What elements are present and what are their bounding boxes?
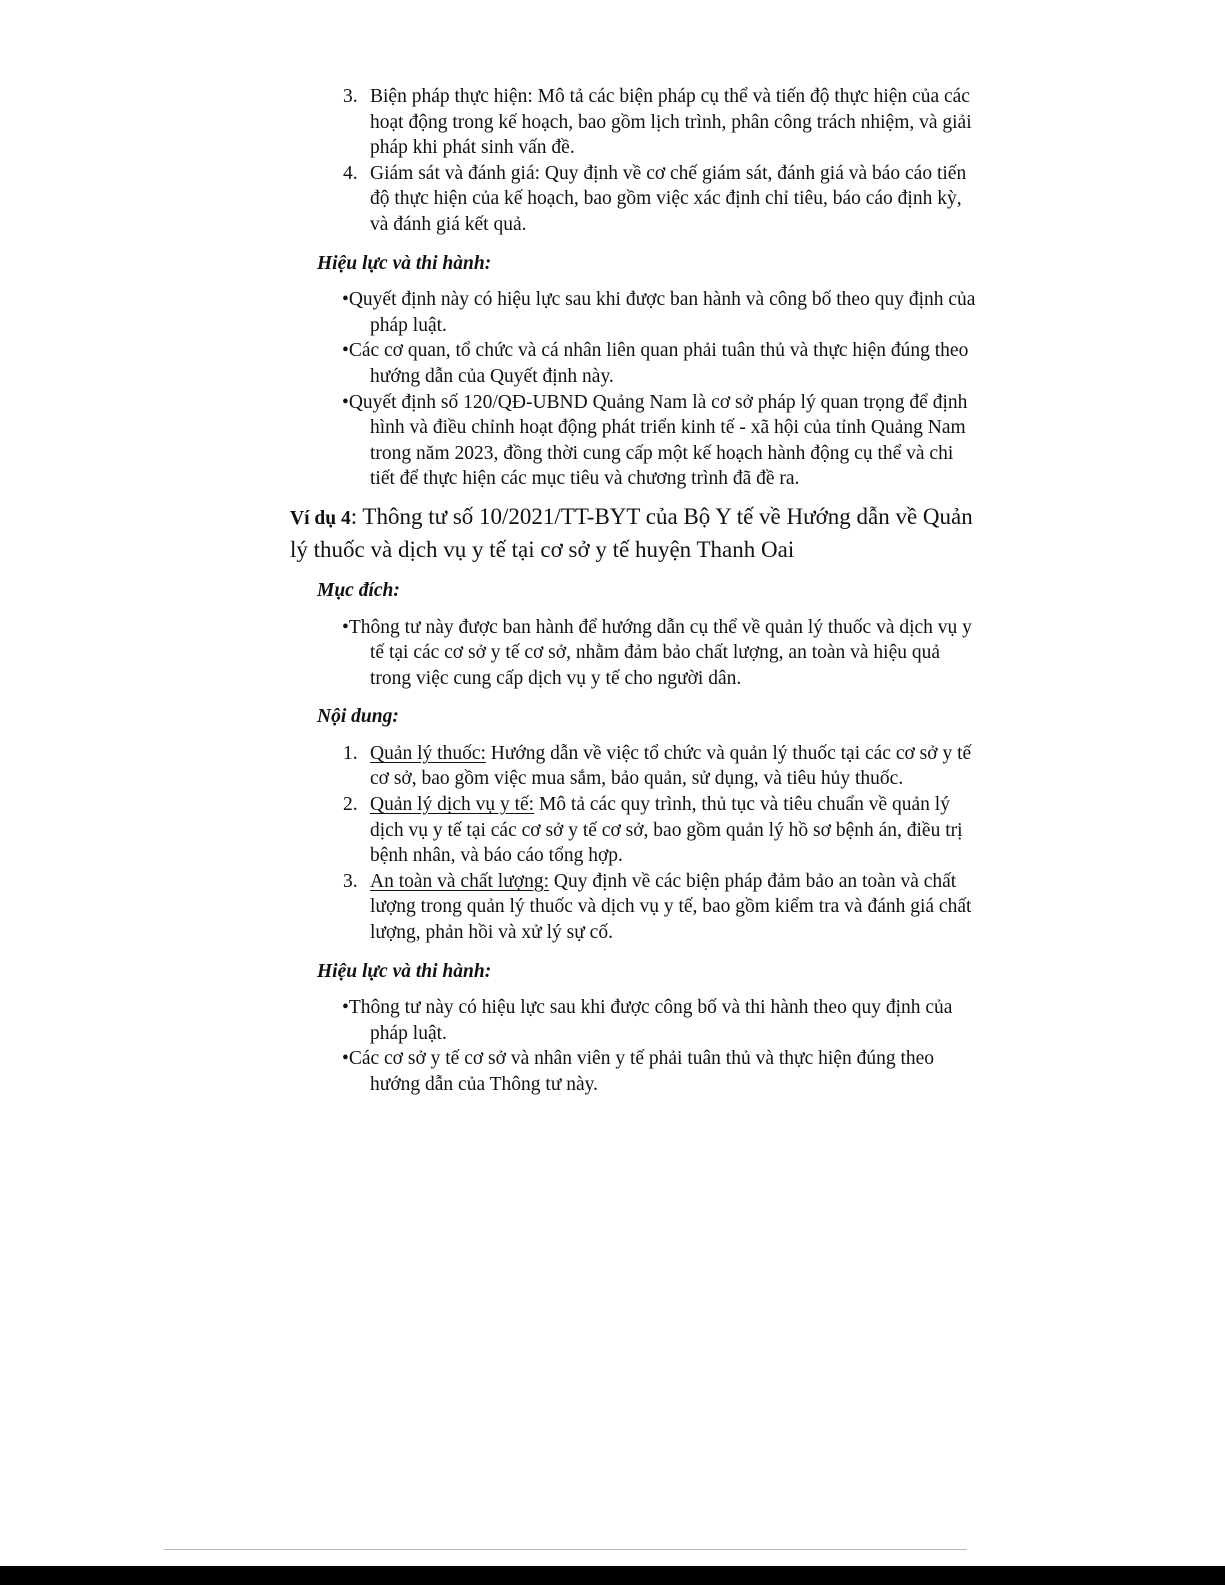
item-number: 1. — [343, 742, 358, 764]
bullet-item: •Quyết định số 120/QĐ-UBND Quảng Nam là cơ sở pháp lý quan trọng để định hình và điều chỉnh hoạt động phát triển kinh tế - xã hội của tỉnh Quảng Nam trong năm 2023, đồng thời cung cấp một kế hoạch hành động cụ thể và chi tiết để thực hiện các mục tiêu và chương trình đã đề ra. — [342, 391, 968, 490]
item-number: 2. — [343, 794, 358, 816]
bullet-item: •Quyết định này có hiệu lực sau khi được ban hành và công bố theo quy định của pháp luật. — [342, 289, 976, 336]
example-title-text: : Thông tư số 10/2021/TT-BYT của Bộ Y tế về Hướng dẫn về Quản lý thuốc và dịch vụ y tế tại cơ sở y tế huyện Thanh Oai — [290, 503, 973, 562]
bottom-edge-bar — [0, 1566, 1225, 1585]
section-heading-effect: Hiệu lực và thi hành: — [317, 960, 492, 982]
list-item — [290, 869, 980, 946]
list-item — [290, 84, 980, 161]
list-item — [290, 792, 980, 869]
example-title — [290, 501, 980, 565]
item-text: Quy định về các biện pháp đảm bảo an toàn và chất lượng trong quản lý thuốc và dịch vụ y tế, bao gồm kiểm tra và đánh giá chất lượng, phản hồi và xử lý sự cố. — [370, 870, 972, 944]
item-text: Biện pháp thực hiện: Mô tả các biện pháp cụ thể và tiến độ thực hiện của các hoạt động trong kế hoạch, bao gồm lịch trình, phân công trách nhiệm, và giải pháp khi phát sinh vấn đề. — [370, 86, 972, 159]
item-term: Quản lý dịch vụ y tế: — [370, 794, 535, 816]
bullet-item: •Thông tư này có hiệu lực sau khi được công bố và thi hành theo quy định của pháp luật. — [342, 997, 953, 1044]
item-number: 3. — [343, 86, 358, 107]
list-item — [290, 161, 980, 238]
section-heading-effect: Hiệu lực và thi hành: — [317, 252, 492, 274]
example-lead: Ví dụ 4 — [290, 507, 351, 529]
bullet-item: •Các cơ quan, tổ chức và cá nhân liên quan phải tuân thủ và thực hiện đúng theo hướng dẫn của Quyết định này. — [342, 340, 969, 387]
document-body — [290, 84, 980, 1098]
item-number: 4. — [343, 162, 358, 184]
list-item — [290, 741, 980, 792]
item-term: An toàn và chất lượng: — [370, 870, 550, 892]
item-number: 3. — [343, 870, 358, 892]
page-footer-divider — [164, 1549, 967, 1550]
item-term: Quản lý thuốc: — [370, 742, 486, 764]
item-text: Mô tả các quy trình, thủ tục và tiêu chuẩn về quản lý dịch vụ y tế tại các cơ sở y tế cơ sở, bao gồm quản lý hồ sơ bệnh án, điều trị bệnh nhân, và báo cáo tổng hợp. — [370, 794, 963, 867]
section-heading-purpose: Mục đích: — [317, 579, 400, 601]
bullet-item: •Thông tư này được ban hành để hướng dẫn cụ thể về quản lý thuốc và dịch vụ y tế tại các cơ sở y tế cơ sở, nhằm đảm bảo chất lượng, an toàn và hiệu quả trong việc cung cấp dịch vụ y tế cho người dân. — [342, 616, 972, 689]
item-text: Giám sát và đánh giá: Quy định về cơ chế giám sát, đánh giá và báo cáo tiến độ thực hiện của kế hoạch, bao gồm việc xác định chỉ tiêu, báo cáo định kỳ, và đánh giá kết quả. — [370, 162, 967, 235]
item-text: Hướng dẫn về việc tổ chức và quản lý thuốc tại các cơ sở y tế cơ sở, bao gồm việc mua sắm, bảo quản, sử dụng, và tiêu hủy thuốc. — [370, 742, 972, 790]
bullet-item: •Các cơ sở y tế cơ sở và nhân viên y tế phải tuân thủ và thực hiện đúng theo hướng dẫn của Thông tư này. — [342, 1048, 935, 1095]
section-heading-content: Nội dung: — [317, 706, 399, 728]
